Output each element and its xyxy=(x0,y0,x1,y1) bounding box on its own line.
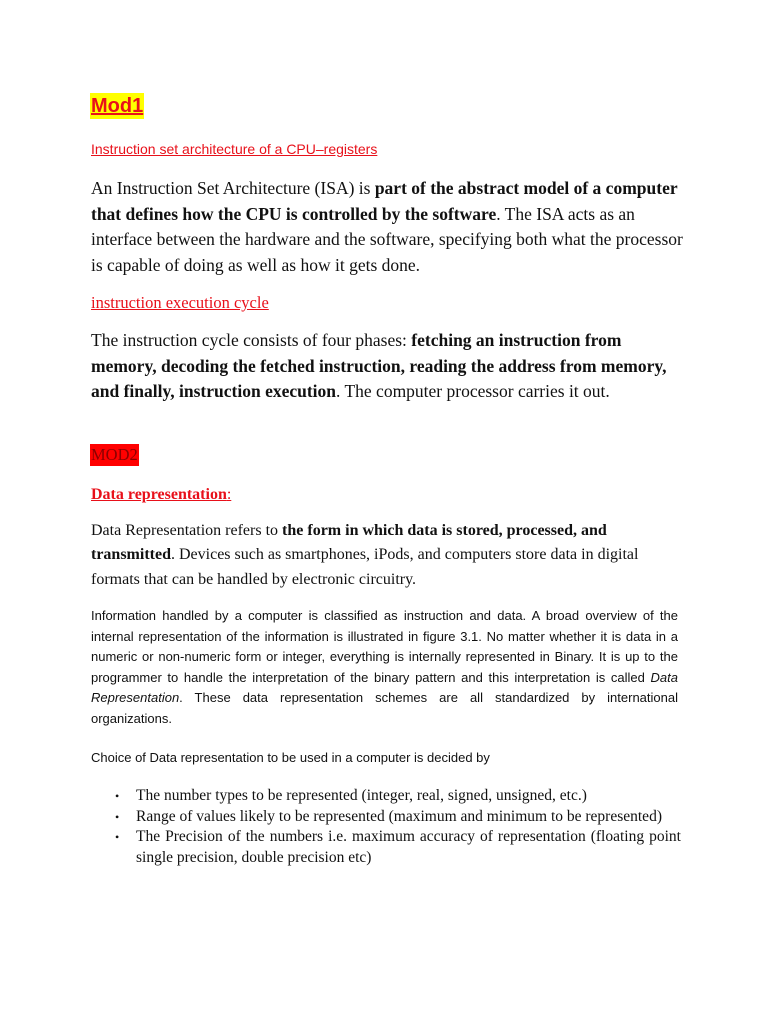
choice-bullet-list xyxy=(91,786,681,868)
mod2-heading: MOD2 xyxy=(91,445,138,464)
list-item xyxy=(91,807,681,828)
info-text-2: . These data representation schemes are all standardized by international organizations. xyxy=(91,690,678,726)
isa-bold-1: part of the abstract model of a computer that defines how the CPU is controlled by the software xyxy=(91,178,678,224)
data-representation-heading-colon: : xyxy=(226,486,232,503)
list-item xyxy=(91,827,681,868)
information-paragraph xyxy=(91,606,678,730)
isa-heading: Instruction set architecture of a CPU–registers xyxy=(91,141,378,157)
bullet-text: Range of values likely to be represented (maximum and minimum to be represented) xyxy=(136,807,662,825)
isa-text-1: An Instruction Set Architecture (ISA) is xyxy=(91,178,375,198)
exec-text-1: The instruction cycle consists of four phases: xyxy=(91,330,412,350)
bullet-text: The Precision of the numbers i.e. maximum accuracy of representation (floating point single precision, double precision etc) xyxy=(136,828,681,866)
bullet-icon: • xyxy=(115,830,120,844)
exec-text-2: . The computer processor carries it out. xyxy=(336,381,610,402)
isa-paragraph xyxy=(91,176,691,279)
choice-paragraph: Choice of Data representation to be used in a computer is decided by xyxy=(91,750,490,765)
data-representation-heading-text: Data representation xyxy=(91,486,227,503)
info-text-1: Information handled by a computer is classified as instruction and data. A broad overview of the internal representation of the information is illustrated in figure 3.1. No matter whether it is data in a numeric or non-numeric form or integer, everything is internally represented in Binary. It is up to the programmer to handle the interpretation of the binary pattern and this interpretation is called xyxy=(91,608,678,685)
data-rep-text-1: Data Representation refers to xyxy=(91,522,283,539)
isa-text-2: . The ISA acts as an interface between the hardware and the software, specifying both what the processor is capable of doing as well as how it gets done. xyxy=(91,203,683,276)
data-rep-bold-1: the form in which data is stored, processed, and transmitted xyxy=(91,522,607,564)
data-representation-heading xyxy=(91,484,231,506)
bullet-icon: • xyxy=(115,789,120,803)
data-representation-paragraph xyxy=(91,519,691,592)
data-rep-text-2: . Devices such as smartphones, iPods, and computers store data in digital formats that can be handled by electronic circuitry. xyxy=(91,546,639,588)
execution-cycle-paragraph xyxy=(91,328,691,405)
bullet-icon: • xyxy=(115,809,120,824)
mod1-heading: Mod1 xyxy=(91,95,144,117)
execution-cycle-heading: instruction execution cycle xyxy=(91,293,269,312)
bullet-text: The number types to be represented (integer, real, signed, unsigned, etc.) xyxy=(136,787,587,804)
info-italic: Data Representation xyxy=(91,669,678,706)
exec-bold-1: fetching an instruction from memory, decoding the fetched instruction, reading the address from memory, and finally, instruction execution xyxy=(91,330,667,402)
list-item xyxy=(91,786,681,807)
